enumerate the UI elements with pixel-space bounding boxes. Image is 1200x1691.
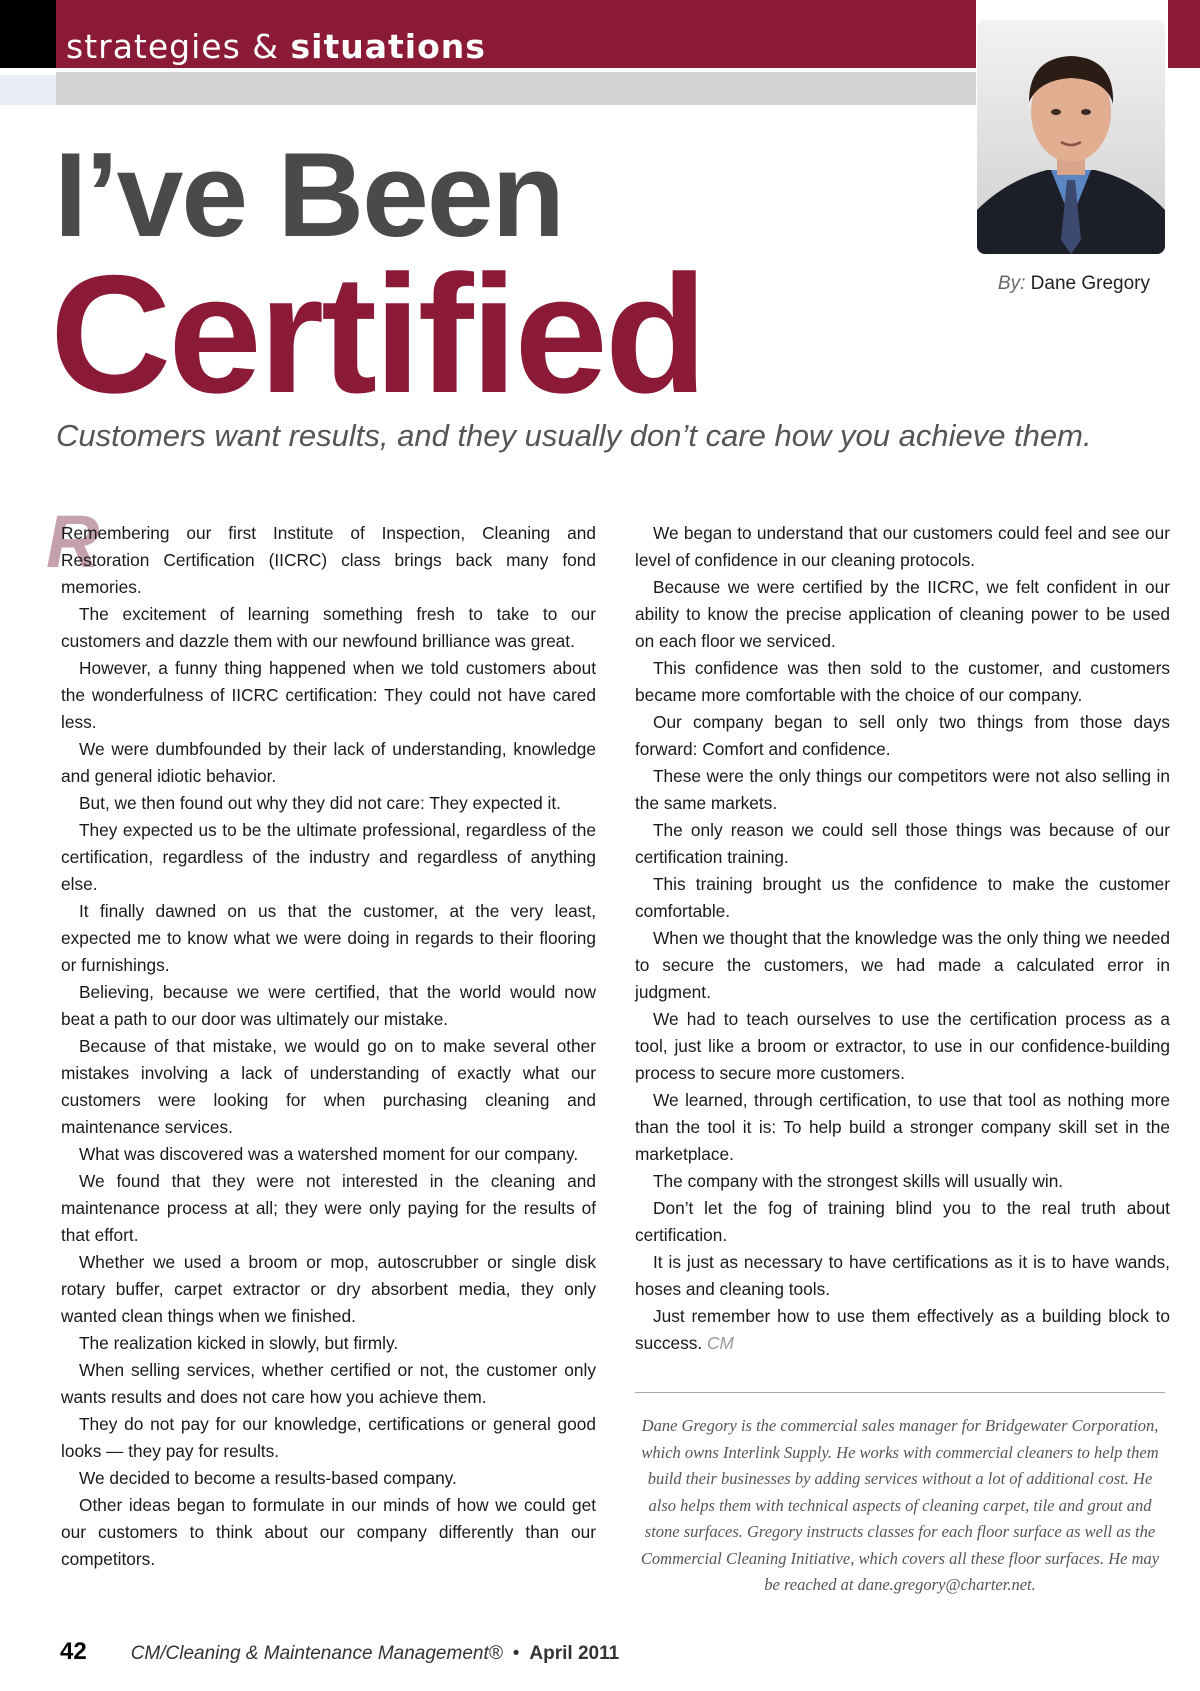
end-mark: CM: [707, 1333, 734, 1353]
paragraph: But, we then found out why they did not care: They expected it.: [79, 793, 561, 813]
left-column: [61, 520, 596, 1573]
header-rule: [56, 68, 976, 71]
paragraph: This confidence was then sold to the customer, and customers became more comfortable with the choice of our company.: [635, 658, 1170, 705]
paragraph-text: Just remember how to use them effectively as a building block to success.: [635, 1306, 1170, 1353]
paragraph: It finally dawned on us that the customer, at the very least, expected me to know what we were doing in regards to their flooring or furnishings.: [61, 901, 596, 975]
deck: Customers want results, and they usually don’t care how you achieve them.: [56, 418, 1092, 453]
publication-name: CM/Cleaning & Maintenance Management®: [130, 1643, 503, 1664]
paragraph: The excitement of learning something fresh to take to our customers and dazzle them with our newfound brilliance was great.: [61, 604, 596, 651]
paragraph: We began to understand that our customers could feel and see our level of confidence in our cleaning protocols.: [635, 523, 1170, 570]
paragraph: However, a funny thing happened when we told customers about the wonderfulness of IICRC certification: They could not have cared less.: [61, 658, 596, 732]
byline-prefix: By:: [997, 273, 1026, 294]
author-photo: [977, 20, 1165, 254]
right-column: [635, 520, 1170, 1357]
paragraph: We had to teach ourselves to use the certification process as a tool, just like a broom or extractor, to use in our confidence-building process to secure more customers.: [635, 1009, 1170, 1083]
paragraph: Remembering our first Institute of Inspection, Cleaning and Restoration Certification (IICRC) class brings back many fond memories.: [61, 523, 596, 597]
paragraph: Other ideas began to formulate in our minds of how we could get our customers to think about our company differently than our competitors.: [61, 1495, 596, 1569]
bio-divider: [635, 1392, 1165, 1393]
paragraph: They do not pay for our knowledge, certifications or general good looks — they pay for results.: [61, 1414, 596, 1461]
paragraph-last: [635, 1303, 1170, 1357]
title-line-1: I’ve Been: [54, 128, 563, 262]
paragraph: Our company began to sell only two things from those days forward: Comfort and confidence.: [635, 712, 1170, 759]
corner-block: [0, 0, 56, 68]
paragraph: The only reason we could sell those things was because of our certification training.: [635, 820, 1170, 867]
byline-author: Dane Gregory: [1030, 273, 1150, 294]
paragraph: They expected us to be the ultimate professional, regardless of the certification, regardless of the industry and regardless of anything else.: [61, 820, 596, 894]
corner-accent: [0, 75, 56, 105]
drop-cap: R: [46, 500, 100, 583]
page-footer: [60, 1638, 619, 1666]
paragraph: Whether we used a broom or mop, autoscrubber or single disk rotary buffer, carpet extractor or dry absorbent media, they only wanted clean things when we finished.: [61, 1252, 596, 1326]
paragraph: This training brought us the confidence to make the customer comfortable.: [635, 874, 1170, 921]
paragraph: The company with the strongest skills will usually win.: [653, 1171, 1064, 1191]
section-label: [66, 27, 486, 66]
author-bio: Dane Gregory is the commercial sales manager for Bridgewater Corporation, which owns Interlink Supply. He works with commercial cleaners to help them build their businesses by adding services without a lot of additional cost. He also helps them with technical aspects of cleaning carpet, tile and grout and stone surfaces. Gregory instructs classes for each floor surface as well as the Commercial Cleaning Initiative, which covers all these floor surfaces. He may be reached at dane.gregory@charter.net.: [640, 1416, 1160, 1594]
paragraph: Believing, because we were certified, that the world would now beat a path to our door was ultimately our mistake.: [61, 982, 596, 1029]
paragraph: Because we were certified by the IICRC, we felt confident in our ability to know the precise application of cleaning power to be used on each floor we serviced.: [635, 577, 1170, 651]
paragraph: We decided to become a results-based company.: [79, 1468, 457, 1488]
page-number: 42: [60, 1638, 87, 1665]
footer-separator: •: [512, 1643, 520, 1664]
section-label-light: strategies &: [66, 27, 291, 66]
paragraph: When we thought that the knowledge was the only thing we needed to secure the customers, we had made a calculated error in judgment.: [635, 928, 1170, 1002]
byline: [998, 273, 1150, 295]
paragraph: When selling services, whether certified or not, the customer only wants results and does not care how you achieve them.: [61, 1360, 596, 1407]
paragraph: These were the only things our competitors were not also selling in the same markets.: [635, 766, 1170, 813]
paragraph: Because of that mistake, we would go on to make several other mistakes involving a lack of understanding of exactly what our customers were looking for when purchasing cleaning and maintenance services.: [61, 1036, 596, 1137]
paragraph: We found that they were not interested in the cleaning and maintenance process at all; they were only paying for the results of that effort.: [61, 1171, 596, 1245]
header-gray-strip: [56, 72, 976, 105]
paragraph: What was discovered was a watershed moment for our company.: [79, 1144, 579, 1164]
issue-date: April 2011: [529, 1643, 620, 1664]
paragraph: We learned, through certification, to use that tool as nothing more than the tool it is: To help build a stronger company skill set in the marketplace.: [635, 1090, 1170, 1164]
paragraph: It is just as necessary to have certifications as it is to have wands, hoses and cleaning tools.: [635, 1252, 1170, 1299]
paragraph: The realization kicked in slowly, but firmly.: [79, 1333, 399, 1353]
title-line-2: Certified: [50, 240, 705, 428]
section-label-heavy: situations: [290, 27, 486, 66]
paragraph: We were dumbfounded by their lack of understanding, knowledge and general idiotic behavior.: [61, 739, 596, 786]
paragraph: Don’t let the fog of training blind you to the real truth about certification.: [635, 1198, 1170, 1245]
header-band-right: [1168, 0, 1200, 68]
